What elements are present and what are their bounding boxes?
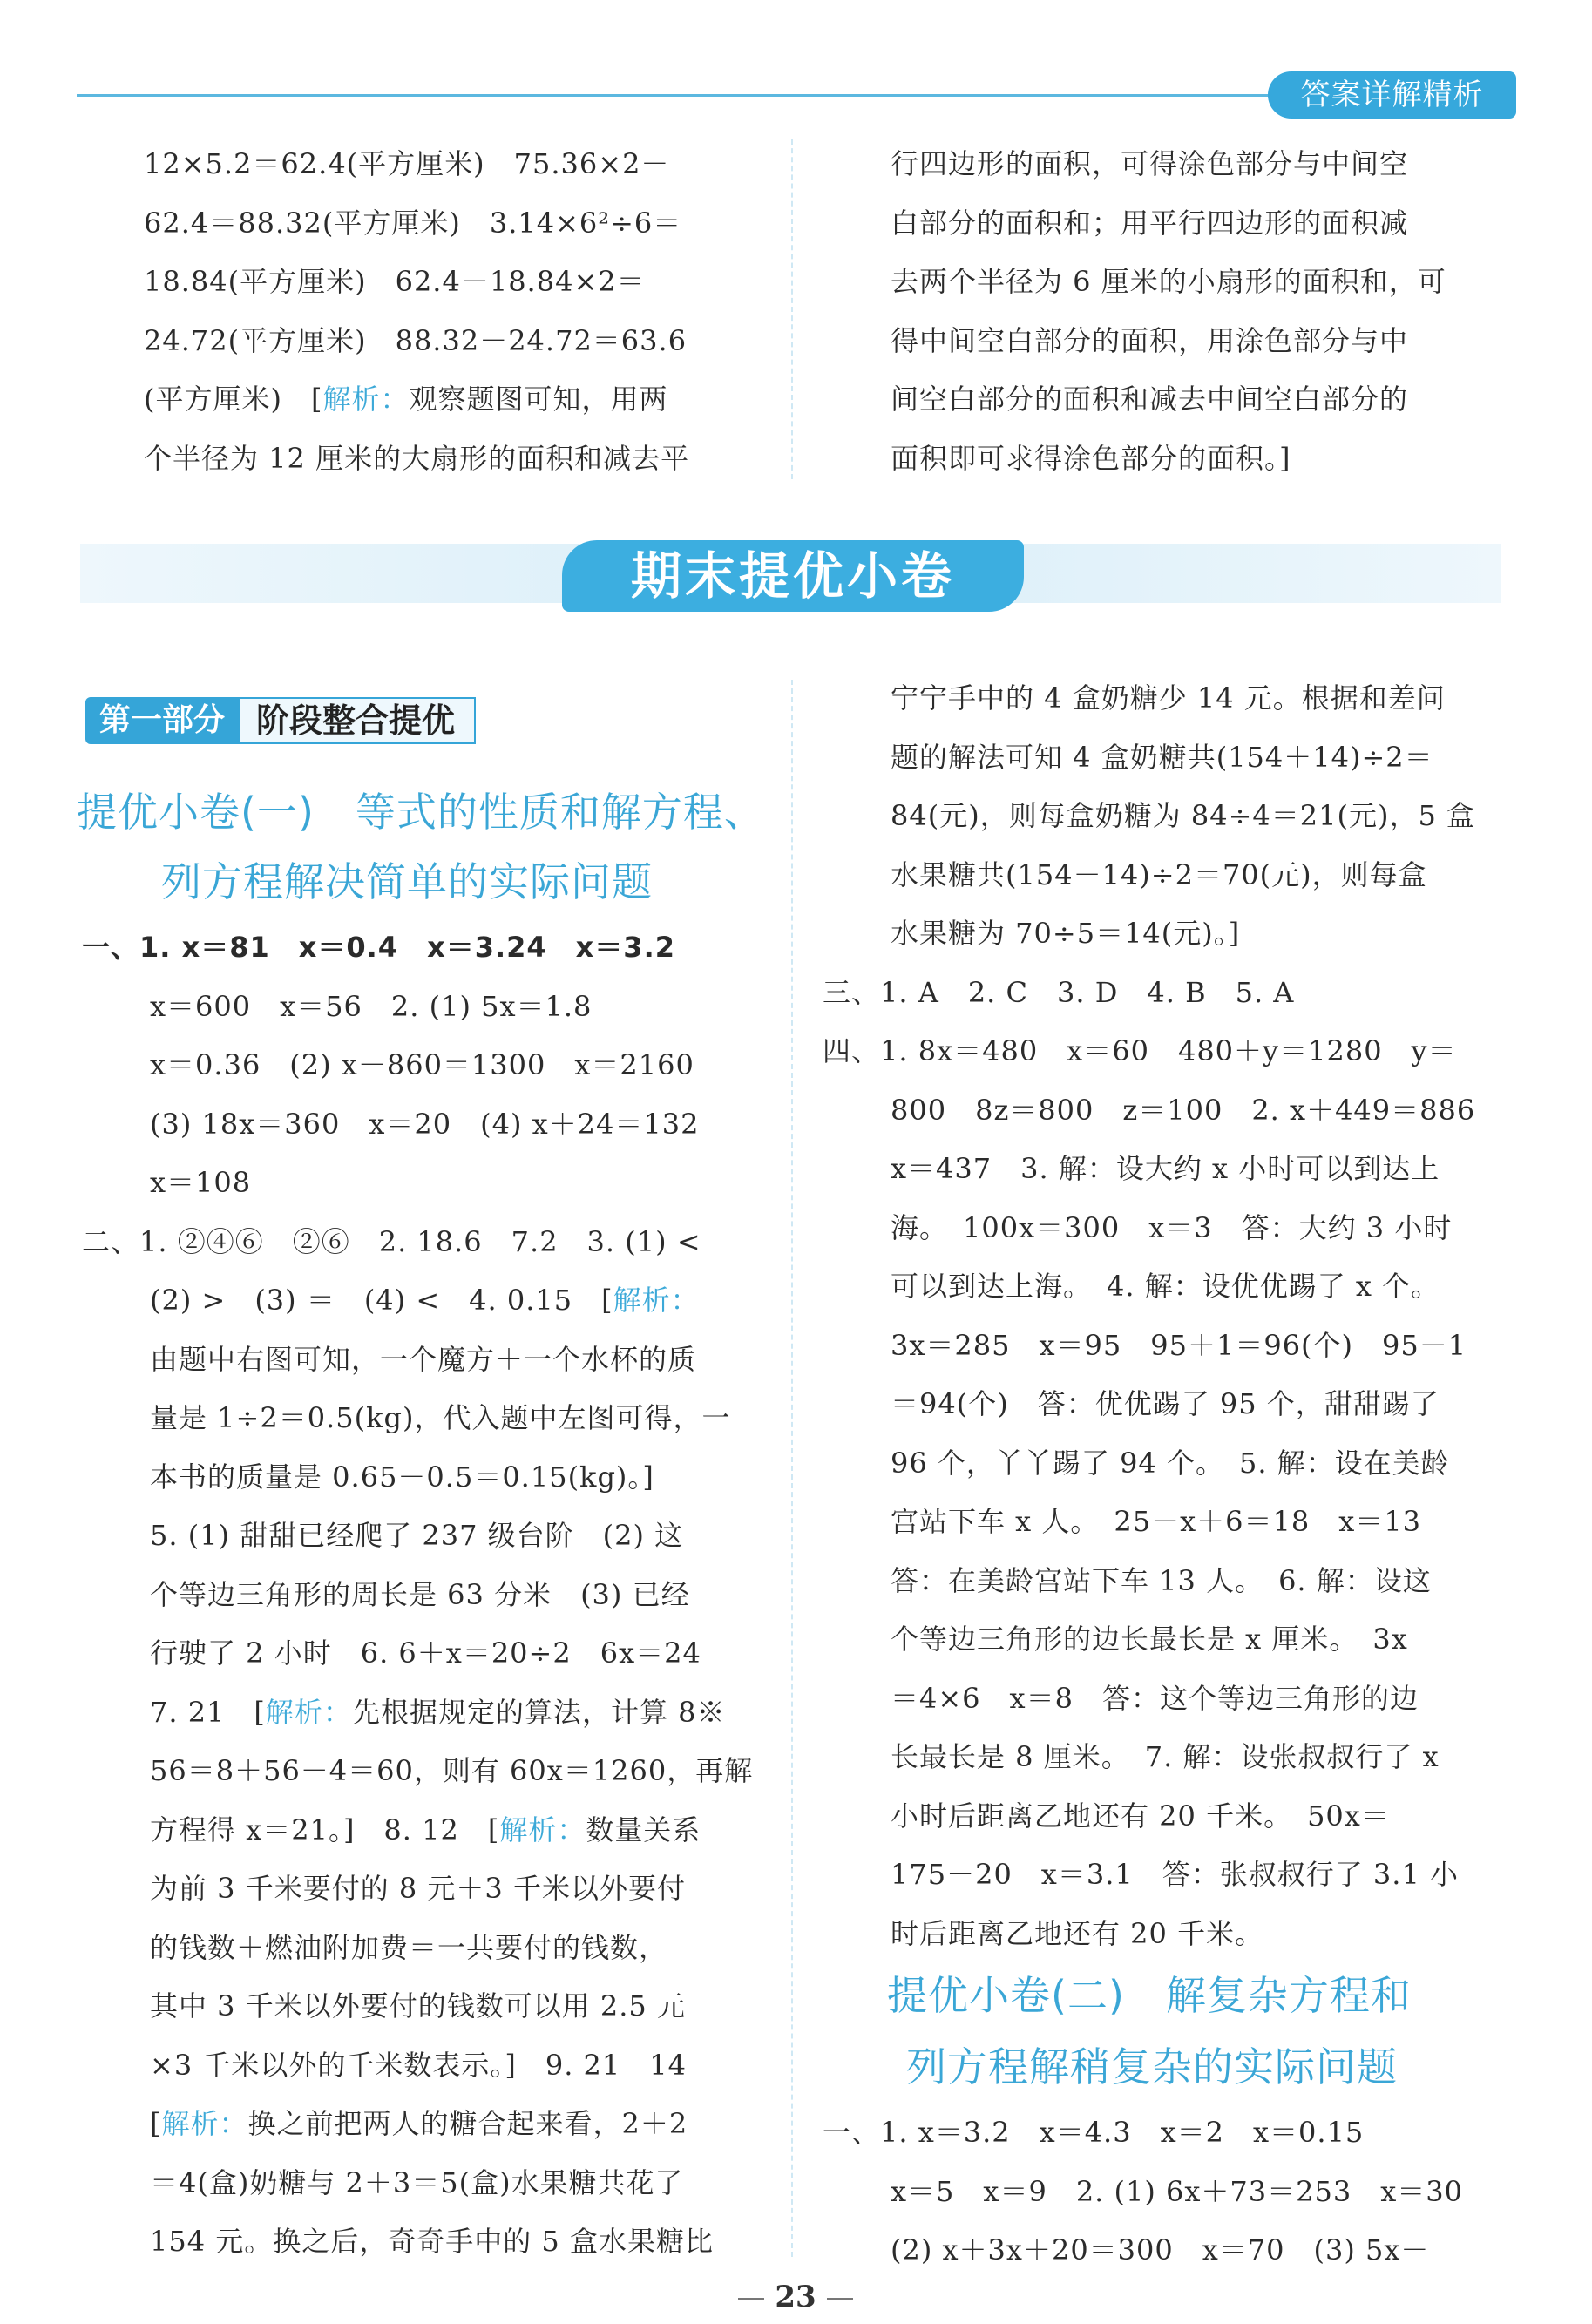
analysis-label: 解析： [161, 2107, 248, 2140]
text-line: 96 个，丫丫踢了 94 个。 5. 解：设在美龄 [891, 1446, 1450, 1480]
text-line: 面积即可求得涂色部分的面积。] [891, 441, 1291, 475]
text-line: 答：在美龄宫站下车 13 人。 6. 解：设这 [891, 1563, 1432, 1597]
text-line: 小时后距离乙地还有 20 千米。 50x＝ [891, 1799, 1390, 1833]
text-line: 水果糖共(154－14)÷2＝70(元)，则每盒 [891, 857, 1427, 891]
text-line: 一、1. x＝81 x＝0.4 x＝3.24 x＝3.2 [82, 931, 675, 964]
part-name: 阶段整合提优 [240, 697, 476, 744]
text-line: 水果糖为 70÷5＝14(元)。] [891, 917, 1241, 950]
text-line: 长最长是 8 厘米。 7. 解：设张叔叔行了 x [891, 1740, 1440, 1773]
right-column-2 [823, 2104, 1463, 2280]
text-line: 宁宁手中的 4 盒奶糖少 14 元。根据和差问 [891, 681, 1446, 715]
text-line: 由题中右图可知，一个魔方＋一个水杯的质 [150, 1342, 697, 1376]
text-line: 白部分的面积和；用平行四边形的面积减 [891, 206, 1409, 240]
right-column [823, 669, 1476, 1963]
text-line: 行驶了 2 小时 6. 6＋x＝20÷2 6x＝24 [150, 1636, 701, 1670]
text-line: 宫站下车 x 人。 25－x＋6＝18 x＝13 [891, 1505, 1422, 1538]
text-line: 62.4＝88.32(平方厘米) 3.14×6²÷6＝ [144, 206, 682, 240]
text-line: 海。 100x＝300 x＝3 答：大约 3 小时 [891, 1210, 1453, 1244]
text-line: ＝94(个) 答：优优踢了 95 个，甜甜踢了 [891, 1387, 1440, 1420]
text-line: ＝4×6 x＝8 答：这个等边三角形的边 [891, 1681, 1419, 1715]
column-divider-top [791, 139, 793, 479]
section-title-2-line2: 列方程解稍复杂的实际问题 [906, 2043, 1398, 2090]
header-tag: 答案详解精析 [1268, 71, 1516, 119]
analysis-label: 解析： [613, 1284, 700, 1317]
text-line: 3x＝285 x＝95 95＋1＝96(个) 95－1 [891, 1328, 1467, 1362]
text-line: 可以到达上海。 4. 解：设优优踢了 x 个。 [891, 1270, 1440, 1303]
text-line: 去两个半径为 6 厘米的小扇形的面积和，可 [891, 265, 1446, 298]
text-line: 84(元)，则每盒奶糖为 84÷4＝21(元)，5 盒 [891, 799, 1475, 832]
left-column [82, 918, 754, 2272]
text-line: 800 8z＝800 z＝100 2. x＋449＝886 [891, 1093, 1476, 1127]
text-line: 得中间空白部分的面积，用涂色部分与中 [891, 323, 1409, 357]
text-line: 间空白部分的面积和减去中间空白部分的 [891, 383, 1409, 416]
text-line: 一、1. x＝3.2 x＝4.3 x＝2 x＝0.15 [823, 2116, 1365, 2149]
text-line: 题的解法可知 4 盒奶糖共(154＋14)÷2＝ [891, 740, 1433, 774]
top-left-column [144, 135, 689, 488]
text-line: 四、1. 8x＝480 x＝60 480＋y＝1280 y＝ [823, 1034, 1457, 1067]
header-rule [77, 94, 1270, 97]
text-line: 个半径为 12 厘米的大扇形的面积和减去平 [144, 441, 690, 475]
text-line: 7. 21 [解析：先根据规定的算法，计算 8※ [150, 1695, 726, 1729]
text-line: 154 元。换之后，奇奇手中的 5 盒水果糖比 [150, 2225, 714, 2258]
text-line: ＝4(盒)奶糖与 2＋3＝5(盒)水果糖共花了 [150, 2165, 684, 2199]
text-line: [解析：换之前把两人的糖合起来看，2＋2 [150, 2107, 688, 2140]
text-line: (2) x＋3x＋20＝300 x＝70 (3) 5x－ [891, 2233, 1430, 2266]
text-line: 5. (1) 甜甜已经爬了 237 级台阶 (2) 这 [150, 1519, 684, 1552]
text-line: 三、1. A 2. C 3. D 4. B 5. A [823, 975, 1295, 1009]
text-line: 其中 3 千米以外要付的钱数可以用 2.5 元 [150, 1989, 686, 2022]
text-line: x＝5 x＝9 2. (1) 6x＋73＝253 x＝30 [891, 2174, 1463, 2208]
analysis-label: 解析： [499, 1812, 586, 1846]
text-line: x＝108 [150, 1166, 252, 1199]
page-number: 23 [726, 2280, 865, 2314]
text-line: x＝437 3. 解：设大约 x 小时可以到达上 [891, 1152, 1440, 1185]
section-banner: 期末提优小卷 [562, 540, 1024, 612]
column-divider [791, 680, 793, 2257]
text-line: 二、1. ②④⑥ ②⑥ 2. 18.6 7.2 3. (1) < [82, 1224, 701, 1258]
text-line: ×3 千米以外的千米数表示。] 9. 21 14 [150, 2048, 687, 2082]
text-line: x＝0.36 (2) x－860＝1300 x＝2160 [150, 1048, 694, 1081]
text-line: x＝600 x＝56 2. (1) 5x＝1.8 [150, 989, 593, 1023]
text-line: (3) 18x＝360 x＝20 (4) x＋24＝132 [150, 1107, 700, 1141]
text-line: 量是 1÷2＝0.5(kg)，代入题中左图可得，一 [150, 1401, 731, 1434]
section-title-2: 提优小卷(二) 解复杂方程和 [887, 1972, 1412, 2019]
text-line: 本书的质量是 0.65－0.5＝0.15(kg)。] [150, 1460, 654, 1494]
text-line: 56＝8＋56－4＝60，则有 60x＝1260，再解 [150, 1754, 754, 1787]
text-line: 24.72(平方厘米) 88.32－24.72＝63.6 [144, 323, 688, 357]
section-title-1: 提优小卷(一) 等式的性质和解方程、 [77, 789, 765, 836]
text-line: 方程得 x＝21。] 8. 12 [解析：数量关系 [150, 1812, 701, 1846]
text-line: 行四边形的面积，可得涂色部分与中间空 [891, 147, 1409, 180]
part-label [85, 697, 476, 744]
text-line: 175－20 x＝3.1 答：张叔叔行了 3.1 小 [891, 1858, 1459, 1891]
top-right-column [891, 135, 1446, 488]
text-line: (2) > (3) ＝ (4) < 4. 0.15 [解析： [150, 1284, 700, 1317]
text-line: 个等边三角形的边长最长是 x 厘米。 3x [891, 1623, 1408, 1656]
text-line: 18.84(平方厘米) 62.4－18.84×2＝ [144, 265, 646, 298]
text-line: (平方厘米) [解析：观察题图可知，用两 [144, 383, 668, 416]
analysis-label: 解析： [322, 383, 410, 416]
text-line: 个等边三角形的周长是 63 分米 (3) 已经 [150, 1577, 690, 1611]
text-line: 时后距离乙地还有 20 千米。 [891, 1916, 1264, 1950]
section-title-1-line2: 列方程解决简单的实际问题 [161, 858, 653, 905]
text-line: 的钱数＋燃油附加费＝一共要付的钱数， [150, 1930, 668, 1964]
text-line: 为前 3 千米要付的 8 元＋3 千米以外要付 [150, 1872, 686, 1905]
text-line: 12×5.2＝62.4(平方厘米) 75.36×2－ [144, 147, 670, 180]
analysis-label: 解析： [265, 1695, 352, 1729]
part-badge: 第一部分 [85, 697, 240, 744]
